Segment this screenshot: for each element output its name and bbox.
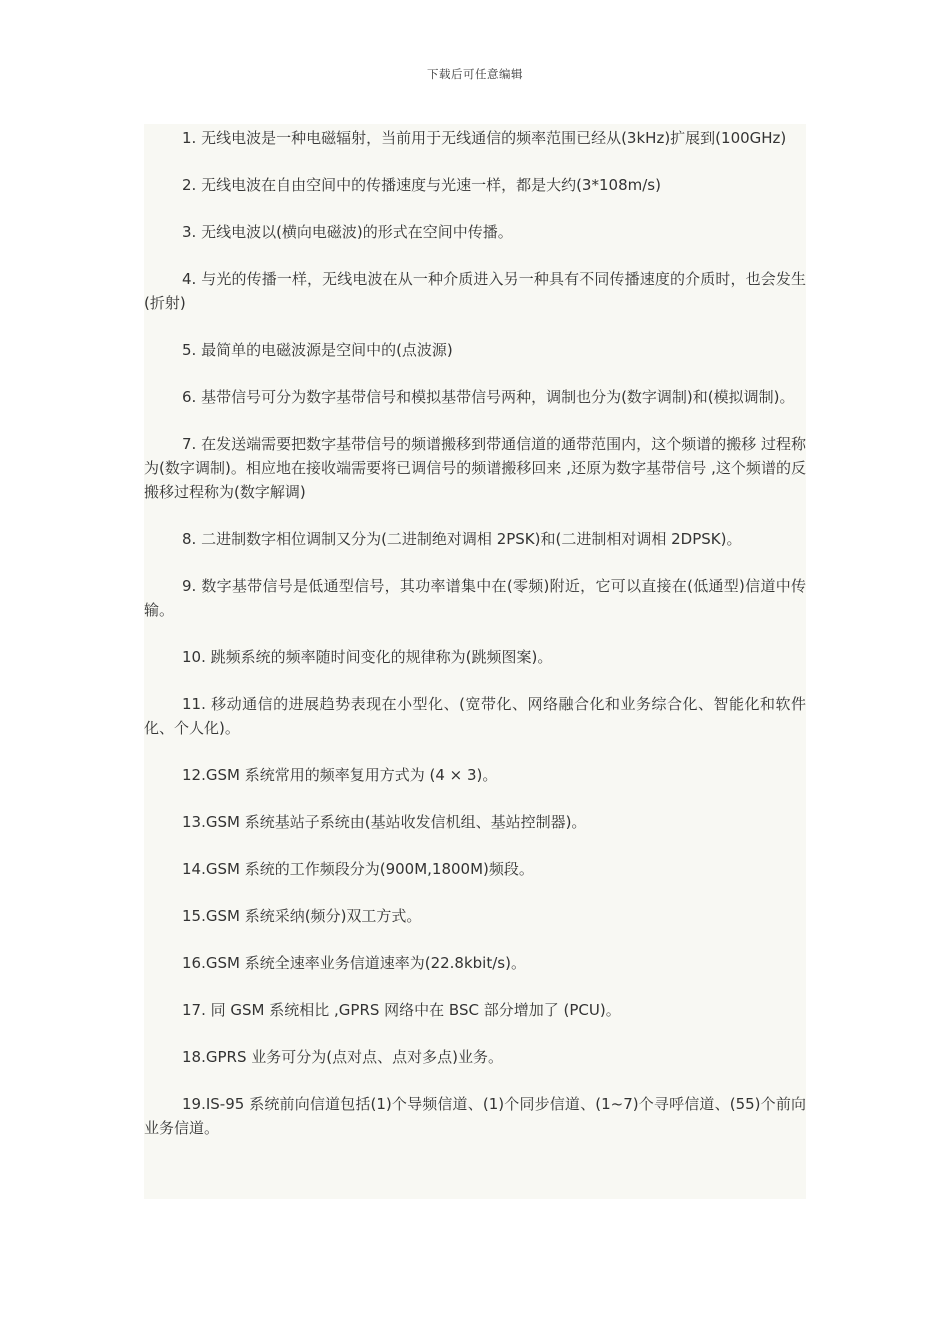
question-19: 19.IS-95 系统前向信道包括(1)个导频信道、(1)个同步信道、(1~7)个寻呼信道、(55)个前向业务信道。 — [144, 1095, 806, 1137]
question-14: 14.GSM 系统的工作频段分为(900M,1800M)频段。 — [182, 860, 534, 878]
question-3: 3. 无线电波以(横向电磁波)的形式在空间中传播。 — [182, 223, 513, 241]
question-6: 6. 基带信号可分为数字基带信号和模拟基带信号两种，调制也分为(数字调制)和(模拟调制)。 — [182, 388, 795, 406]
question-16: 16.GSM 系统全速率业务信道速率为(22.8kbit/s)。 — [182, 954, 526, 972]
question-11: 11. 移动通信的进展趋势表现在小型化、(宽带化、网络融合化和业务综合化、智能化和软件化、个人化)。 — [144, 695, 806, 737]
question-10: 10. 跳频系统的频率随时间变化的规律称为(跳频图案)。 — [182, 648, 553, 666]
question-5: 5. 最简单的电磁波源是空间中的(点波源) — [182, 341, 453, 359]
question-12: 12.GSM 系统常用的频率复用方式为 (4 × 3)。 — [182, 766, 498, 784]
question-13: 13.GSM 系统基站子系统由(基站收发信机组、基站控制器)。 — [182, 813, 587, 831]
question-8: 8. 二进制数字相位调制又分为(二进制绝对调相 2PSK)和(二进制相对调相 2DPSK)。 — [182, 530, 742, 548]
question-9: 9. 数字基带信号是低通型信号，其功率谱集中在(零频)附近，它可以直接在(低通型)信道中传输。 — [144, 577, 806, 619]
question-1: 1. 无线电波是一种电磁辐射，当前用于无线通信的频率范围已经从(3kHz)扩展到(100GHz) — [182, 129, 787, 147]
question-2: 2. 无线电波在自由空间中的传播速度与光速一样，都是大约(3*108m/s) — [182, 176, 661, 194]
question-7: 7. 在发送端需要把数字基带信号的频谱搬移到带通信道的通带范围内，这个频谱的搬移 过程称为(数字调制)。相应地在接收端需要将已调信号的频谱搬移回来 ,还原为数字基带信号 ,这个频谱的反搬移过程称为(数字解调) — [144, 435, 806, 501]
question-4: 4. 与光的传播一样，无线电波在从一种介质进入另一种具有不同传播速度的介质时，也会发生(折射) — [144, 270, 806, 312]
document-body — [144, 124, 806, 1199]
question-17: 17. 同 GSM 系统相比 ,GPRS 网络中在 BSC 部分增加了 (PCU)。 — [182, 1001, 621, 1019]
question-15: 15.GSM 系统采纳(频分)双工方式。 — [182, 907, 422, 925]
question-18: 18.GPRS 业务可分为(点对点、点对多点)业务。 — [182, 1048, 503, 1066]
page-header: 下载后可任意编辑 — [427, 67, 523, 81]
